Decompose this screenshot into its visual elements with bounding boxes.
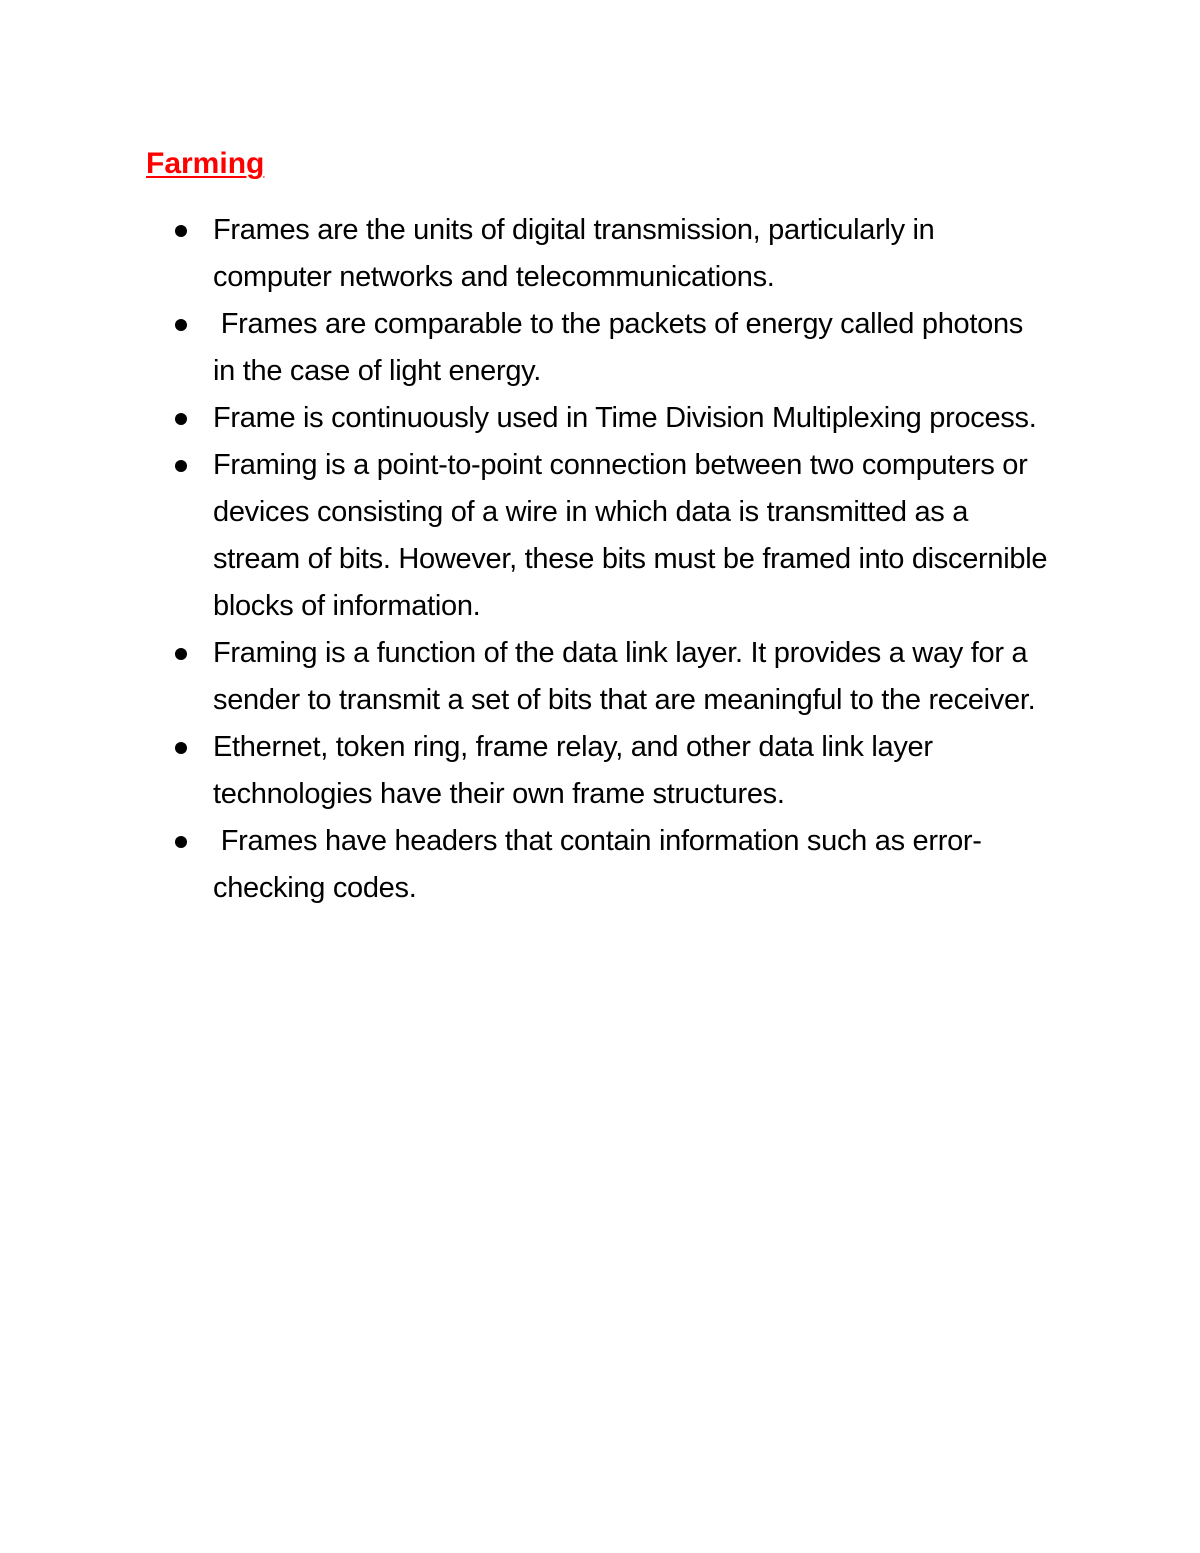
bullet-text: Frames are the units of digital transmission, particularly in computer networks and telecommunications. (213, 214, 935, 293)
list-item (171, 207, 1051, 301)
bullet-icon (175, 225, 187, 237)
bullet-text: Frames have headers that contain information such as error-checking codes. (213, 825, 982, 904)
bullet-list (171, 207, 1051, 912)
bullet-text: Frames are comparable to the packets of energy called photons in the case of light energy. (213, 308, 1031, 387)
bullet-text: Framing is a function of the data link layer. It provides a way for a sender to transmit a set of bits that are meaningful to the receiver. (213, 637, 1036, 716)
document-heading: Farming (146, 147, 265, 180)
list-item (171, 630, 1051, 724)
list-item (171, 818, 1051, 912)
bullet-icon (175, 460, 187, 472)
bullet-icon (175, 836, 187, 848)
list-item (171, 724, 1051, 818)
bullet-icon (175, 319, 187, 331)
bullet-text: Framing is a point-to-point connection between two computers or devices consisting of a wire in which data is transmitted as a stream of bits. However, these bits must be framed into discernible blocks of information. (213, 449, 1048, 622)
list-item (171, 301, 1051, 395)
list-item (171, 395, 1051, 442)
bullet-text: Frame is continuously used in Time Division Multiplexing process. (213, 402, 1037, 434)
bullet-icon (175, 742, 187, 754)
bullet-icon (175, 648, 187, 660)
list-item (171, 442, 1051, 630)
bullet-icon (175, 413, 187, 425)
bullet-text: Ethernet, token ring, frame relay, and other data link layer technologies have their own frame structures. (213, 731, 933, 810)
